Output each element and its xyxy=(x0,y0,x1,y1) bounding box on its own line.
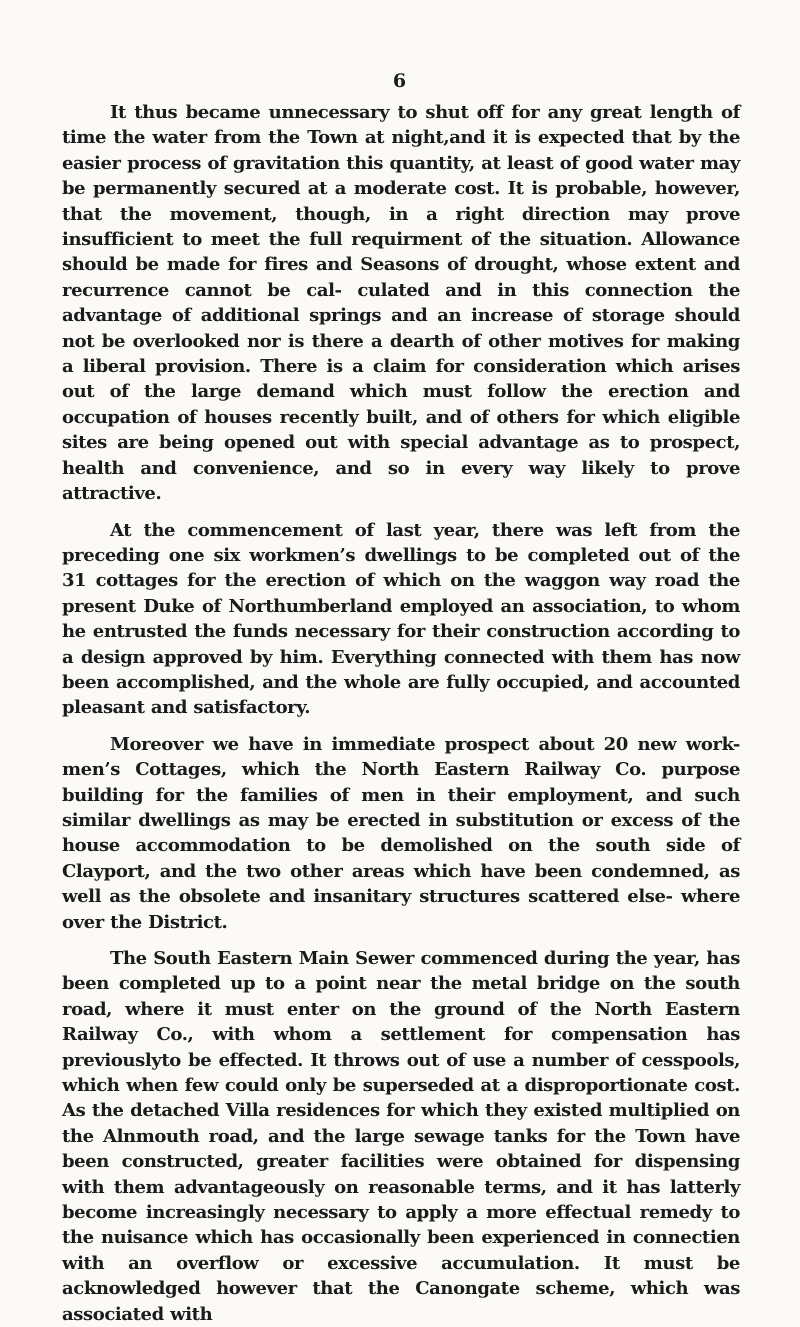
page-number: 6 xyxy=(392,70,408,92)
paragraph-workmens-dwellings: At the commencement of last year, there was left from the preceding one six workmen’s dwellings to be completed out of the 31 cottages for the erection of which on the waggon way road the present Duke of Northumberland employed an association, to whom he entrusted the funds necessary for their construction according to a design approved by him. Everything connected with them has now been accomplished, and the whole are fully occupied, and accounted pleasant and satisfactory. xyxy=(62,519,740,719)
paragraph-water-supply: It thus became unnecessary to shut off for any great length of time the water from the Town at night,and it is expected that by the easier process of gravitation this quantity, at least of good water may be permanently secured at a moderate cost. It is probable, however, that the movement, though, in a right direction may prove insufficient to meet the full requirment of the situation. Allowance should be made for fires and Seasons of drought, whose extent and recurrence cannot be cal- culated and in this connection the advantage of additional springs and an increase of storage should not be overlooked nor is there a dearth of other motives for making a liberal provision. There is a claim for consideration which arises out of the large demand which must follow the erection and occupation of houses recently built, and of others for which eligible sites are being opened out with special advantage as to prospect, health and convenience, and so in every way likely to prove attractive. xyxy=(62,102,740,505)
body-text xyxy=(62,100,740,1327)
paragraph-railway-cottages: Moreover we have in immediate prospect about 20 new work- men’s Cottages, which the North Eastern Railway Co. purpose building for the families of men in their employment, and such similar dwellings as may be erected in substitution or excess of the house accommodation to be demolished on the south side of Clayport, and the two other areas which have been condemned, as well as the obsolete and insanitary structures scattered else- where over the District. xyxy=(62,733,740,933)
paragraph-main-sewer: The South Eastern Main Sewer commenced during the year, has been completed up to a point near the metal bridge on the south road, where it must enter on the ground of the North Eastern Railway Co., with whom a settlement for compensation has previouslyto be effected. It throws out of use a number of cesspools, which when few could only be superseded at a disproportionate cost. As the detached Villa residences for which they existed multiplied on the Alnmouth road, and the large sewage tanks for the Town have been constructed, greater facilities were obtained for dispensing with them advantageously on reasonable terms, and it has latterly become increasingly necessary to apply a more effectual remedy to the nuisance which has occasionally been experienced in connectien with an overflow or excessive accumulation. It must be acknowledged however that the Canongate scheme, which was associated with xyxy=(62,948,740,1325)
